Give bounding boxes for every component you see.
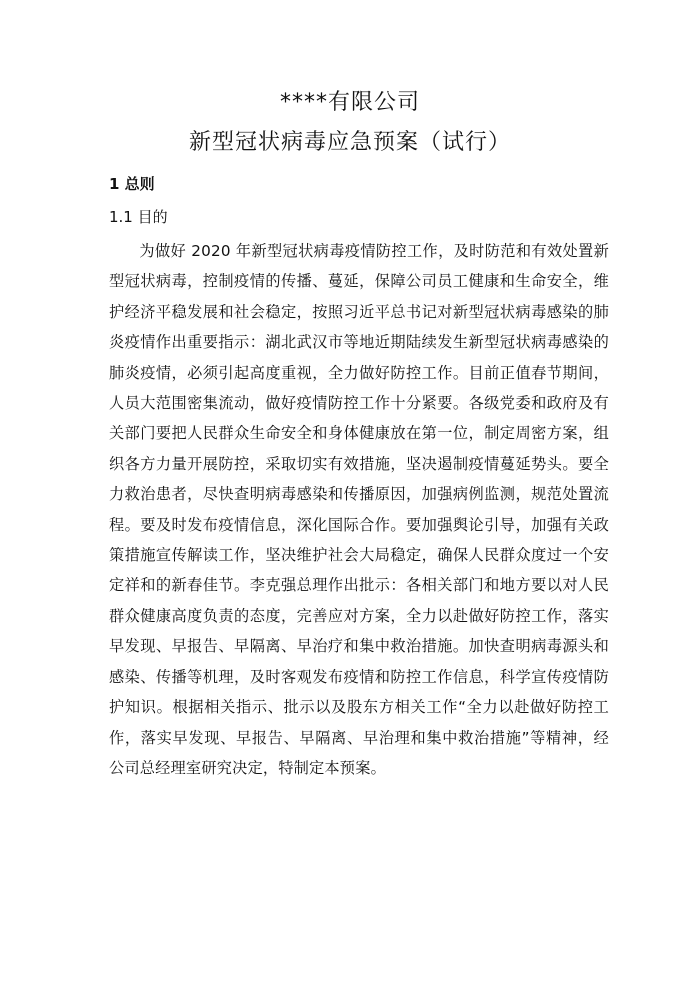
document-title-company: ****有限公司: [279, 90, 420, 115]
sub-heading-purpose: 1.1 目的: [109, 208, 168, 226]
section-heading-general: 1 总则: [109, 175, 155, 193]
document-title-plan: 新型冠状病毒应急预案（试行）: [188, 130, 511, 155]
purpose-paragraph: 为做好 2020 年新型冠状病毒疫情防控工作，及时防范和有效处置新型冠状病毒，控制疫情的传播、蔓延，保障公司员工健康和生命安全，维护经济平稳发展和社会稳定，按照习近平总书记对新型冠状病毒感染的肺炎疫情作出重要指示：湖北武汉市等地近期陆续发生新型冠状病毒感染的肺炎疫情，必须引起高度重视，全力做好防控工作。目前正值春节期间，人员大范围密集流动，做好疫情防控工作十分紧要。各级党委和政府及有关部门要把人民群众生命安全和身体健康放在第一位，制定周密方案，组织各方力量开展防控，采取切实有效措施，坚决遏制疫情蔓延势头。要全力救治患者，尽快查明病毒感染和传播原因，加强病例监测，规范处置流程。要及时发布疫情信息，深化国际合作。要加强舆论引导，加强有关政策措施宣传解读工作，坚决维护社会大局稳定，确保人民群众度过一个安定祥和的新春佳节。李克强总理作出批示：各相关部门和地方要以对人民群众健康高度负责的态度，完善应对方案，全力以赴做好防控工作，落实早发现、早报告、早隔离、早治疗和集中救治措施。加快查明病毒源头和感染、传播等机理，及时客观发布疫情和防控工作信息，科学宣传疫情防护知识。根据相关指示、批示以及股东方相关工作“全力以赴做好防控工作，落实早发现、早报告、早隔离、早治理和集中救治措施”等精神，经公司总经理室研究决定，特制定本预案。: [109, 242, 609, 777]
